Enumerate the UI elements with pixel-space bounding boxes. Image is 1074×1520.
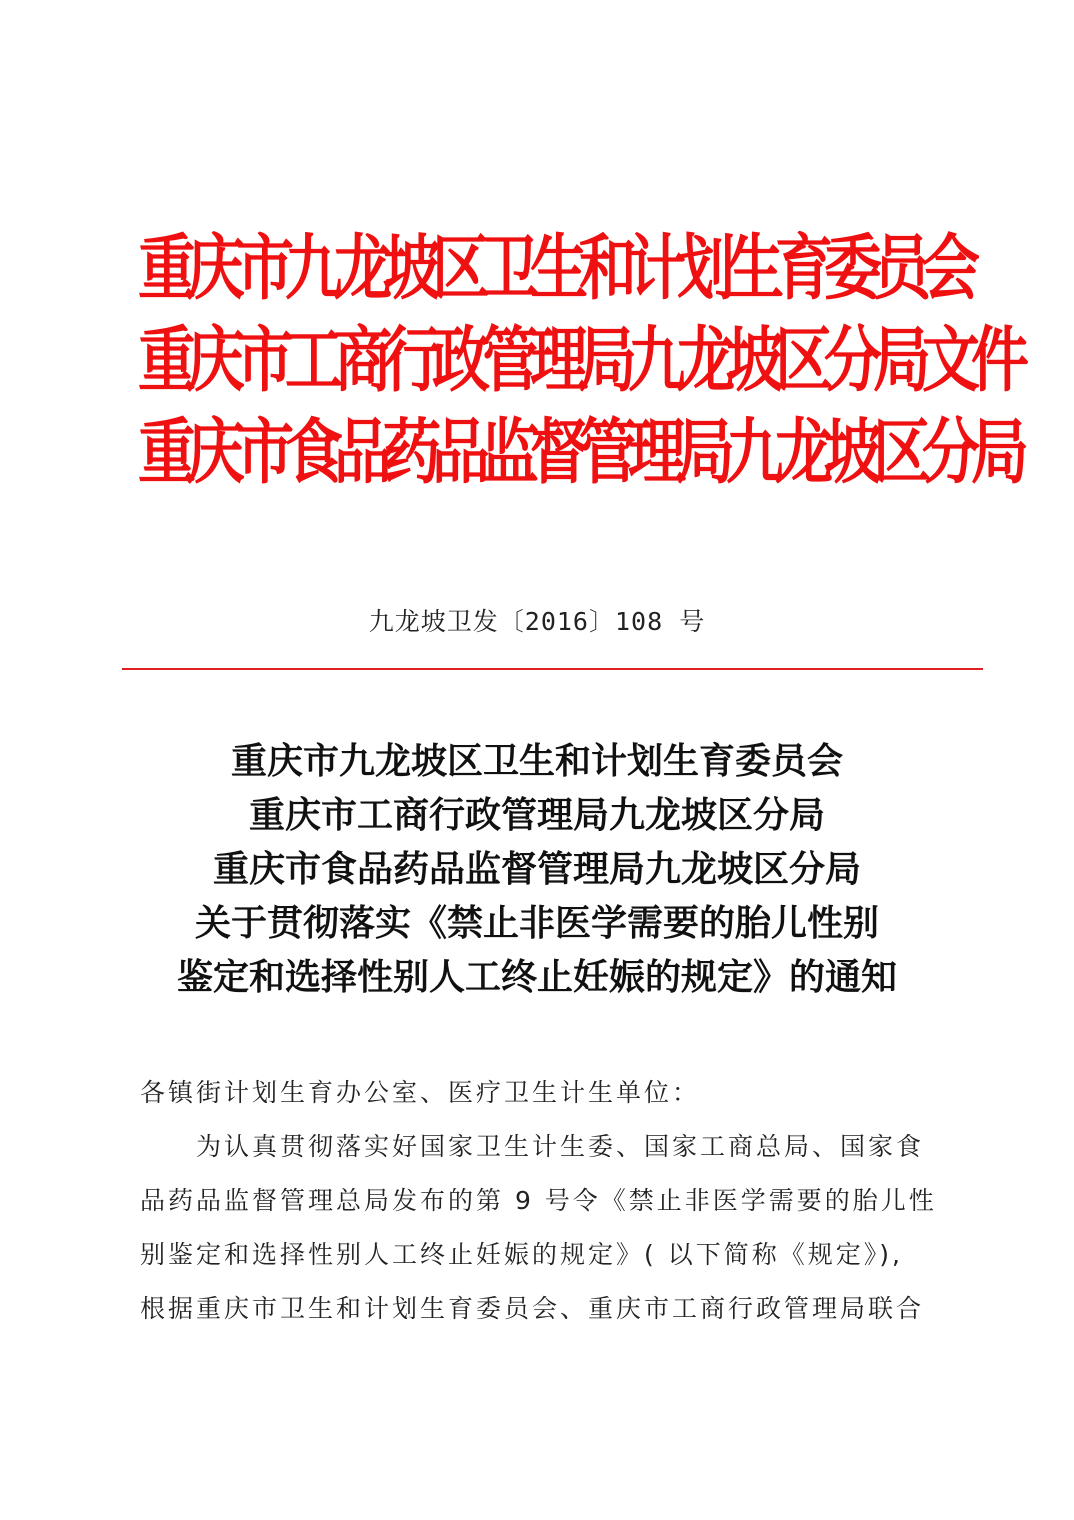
document-body — [140, 1066, 940, 1336]
document-title — [0, 734, 1074, 1004]
title-line: 重庆市食品药品监督管理局九龙坡区分局 — [212, 848, 861, 890]
document-number: 九龙坡卫发〔2016〕108 号 — [368, 607, 706, 636]
paragraph-line: 品药品监督管理总局发布的第 9 号令《禁止非医学需要的胎儿性 — [140, 1186, 937, 1215]
salutation: 各镇街计划生育办公室、医疗卫生计生单位： — [140, 1078, 701, 1107]
issuing-authorities-header — [138, 222, 1038, 498]
title-line: 关于贯彻落实《禁止非医学需要的胎儿性别 — [194, 902, 879, 944]
header-authority-2: 重庆市工商行政管理局九龙坡区分局文件 — [138, 318, 1021, 402]
header-authority-3: 重庆市食品药品监督管理局九龙坡区分局 — [138, 410, 1021, 494]
paragraph-line: 根据重庆市卫生和计划生育委员会、重庆市工商行政管理局联合 — [140, 1294, 925, 1323]
title-line: 重庆市工商行政管理局九龙坡区分局 — [248, 794, 825, 836]
paragraph-line: 别鉴定和选择性别人工终止妊娠的规定》( 以下简称《规定》), — [140, 1240, 903, 1269]
header-authority-1: 重庆市九龙坡区卫生和计划生育委员会 — [138, 226, 972, 310]
paragraph-line: 为认真贯彻落实好国家卫生计生委、国家工商总局、国家食 — [196, 1132, 925, 1161]
title-line: 重庆市九龙坡区卫生和计划生育委员会 — [230, 740, 843, 782]
title-line: 鉴定和选择性别人工终止妊娠的规定》的通知 — [176, 956, 897, 998]
red-divider-line — [122, 668, 983, 670]
